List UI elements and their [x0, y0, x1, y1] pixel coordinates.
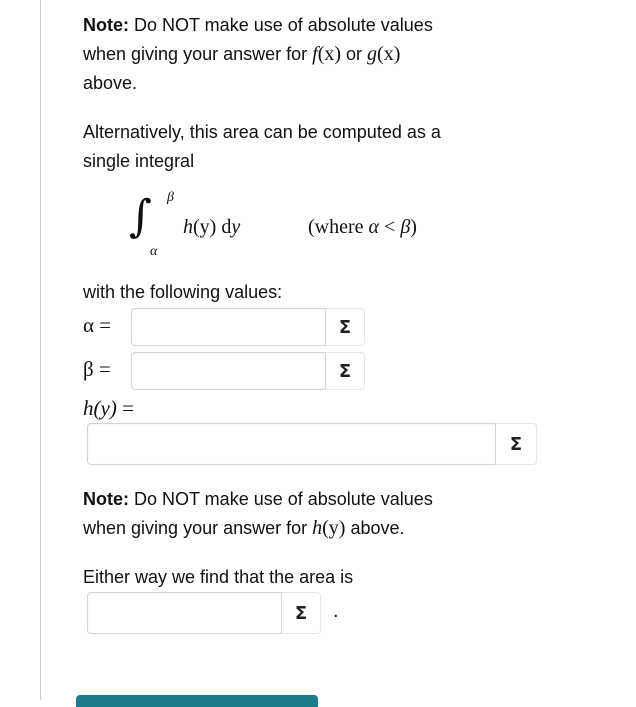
note-1-text-b: when giving your answer for	[83, 44, 313, 64]
h-arg: (y)	[322, 517, 346, 539]
integrand	[183, 213, 240, 241]
f-arg: (x)	[317, 43, 342, 65]
h-input[interactable]	[87, 423, 497, 465]
note-2-text-b: when giving your answer for	[83, 518, 313, 538]
values-intro: with the following values:	[83, 282, 283, 302]
submit-button-edge[interactable]	[76, 695, 318, 707]
sigma-icon: Σ	[338, 316, 352, 338]
note-2-text-c: above.	[345, 518, 405, 538]
integral-lower-limit: α	[150, 244, 158, 259]
h-sigma-button[interactable]	[495, 423, 537, 465]
h-label-h: h	[83, 396, 94, 420]
integral-upper-limit: β	[167, 190, 174, 205]
area-text: Either way we find that the area is	[83, 567, 354, 587]
condition-beta: β	[400, 216, 411, 238]
note-2-bold: Note:	[83, 489, 129, 509]
note-2-line-1	[83, 485, 433, 514]
h-label-eq: =	[116, 396, 134, 420]
integral-sign: ∫	[129, 191, 152, 242]
integrand-h: h	[183, 216, 193, 238]
integrand-dy: y	[231, 216, 241, 238]
alpha-label: α =	[83, 313, 112, 337]
beta-label: β =	[83, 357, 111, 381]
alt-line-2: single integral	[83, 151, 195, 171]
note-1-line-2	[83, 40, 400, 69]
note-1-text-a: Do NOT make use of absolute values	[129, 15, 433, 35]
condition-close: )	[410, 216, 417, 238]
condition-open: (where	[308, 216, 369, 238]
area-input[interactable]	[87, 592, 283, 634]
g-symbol: g	[367, 43, 378, 65]
note-2-line-2	[83, 514, 405, 543]
h-label-y: (y)	[93, 396, 117, 420]
note-1-line-3: above.	[83, 73, 138, 93]
note-1-bold: Note:	[83, 15, 129, 35]
condition-alpha: α	[368, 216, 380, 238]
area-period: .	[333, 600, 339, 622]
note-2-text-a: Do NOT make use of absolute values	[129, 489, 433, 509]
sigma-icon: Σ	[294, 602, 308, 624]
note-1-or: or	[341, 44, 368, 64]
alt-line-1: Alternatively, this area can be computed as a	[83, 122, 441, 142]
g-arg: (x)	[377, 43, 401, 65]
h-label	[83, 396, 134, 421]
h-symbol: h	[312, 517, 323, 539]
area-sigma-button[interactable]	[281, 592, 321, 634]
note-1-line-1	[83, 11, 433, 40]
beta-sigma-button[interactable]	[325, 352, 365, 390]
integrand-d: d	[216, 216, 232, 238]
sigma-icon: Σ	[509, 433, 523, 455]
integrand-y: (y)	[193, 216, 217, 238]
f-symbol: f	[312, 43, 318, 65]
beta-input[interactable]	[131, 352, 327, 390]
sigma-icon: Σ	[338, 360, 352, 382]
integral-condition	[308, 213, 417, 241]
condition-lt: <	[379, 216, 401, 238]
alpha-input[interactable]	[131, 308, 327, 346]
left-border	[40, 0, 41, 700]
alpha-sigma-button[interactable]	[325, 308, 365, 346]
